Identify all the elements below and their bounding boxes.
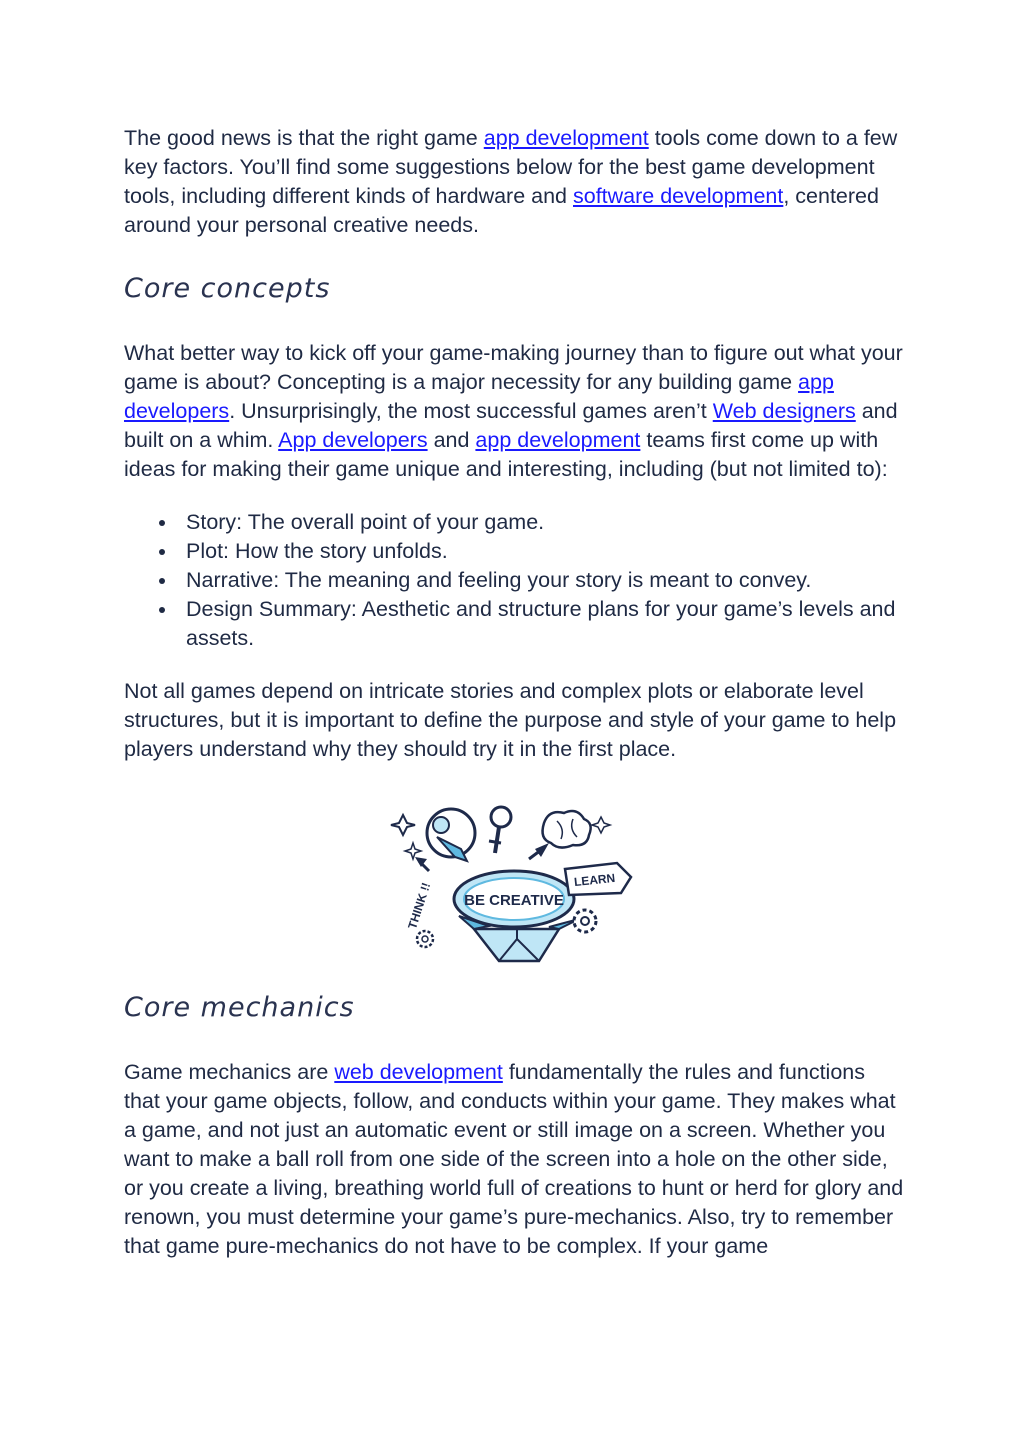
link-software-development[interactable]: software development — [573, 184, 784, 208]
learn-banner-icon — [565, 863, 631, 895]
lightbulb-icon — [427, 809, 475, 861]
be-creative-illustration — [124, 801, 904, 971]
intro-text-3: , centered around your personal creative needs. — [124, 184, 879, 237]
intro-text-1: The good news is that the right game — [124, 126, 484, 150]
mechanics-paragraph — [124, 1058, 904, 1261]
heading-core-mechanics: Core mechanics — [124, 992, 355, 1023]
link-app-development-2[interactable]: app development — [475, 428, 641, 452]
magnifier-icon — [489, 807, 511, 853]
concepts-text-2: . Unsurprisingly, the most successful games aren’t — [229, 399, 713, 423]
intro-paragraph — [124, 124, 904, 240]
list-item: Narrative: The meaning and feeling your story is meant to convey. — [186, 566, 904, 595]
link-web-designers[interactable]: Web designers — [712, 399, 856, 423]
think-label: THINK !! — [405, 880, 434, 931]
concepts-text-1: What better way to kick off your game-making journey than to figure out what your game is about? Concepting is a major necessity for any building game — [124, 341, 903, 394]
concepts-paragraph — [124, 339, 904, 484]
mechanics-text-1: Game mechanics are — [124, 1060, 335, 1084]
be-creative-drawing — [389, 801, 639, 971]
be-creative-label: BE CREATIVE — [464, 892, 564, 909]
brain-icon — [543, 811, 591, 848]
speech-bubble-icon — [454, 871, 574, 927]
learn-label: LEARN — [573, 870, 616, 890]
concepts-text-4: and — [427, 428, 476, 452]
list-item: Story: The overall point of your game. — [186, 508, 904, 537]
mechanics-text-2: fundamentally the rules and functions that your game objects, follow, and conducts within your game. They makes what a game, and not just an automatic event or still image on a screen. Whether you want to make a ball roll from one side of the screen into a hole on the other side, or you create a living, breathing world full of creations to hunt or herd for glory and renown, you must determine your game’s pure-mechanics. Also, try to remember that game pure-mechanics do not have to be complex. If your game — [124, 1060, 904, 1258]
link-web-development[interactable]: web development — [334, 1060, 503, 1084]
concepts-text-3: and built on a whim. — [124, 399, 898, 452]
heading-core-concepts: Core concepts — [124, 273, 331, 304]
link-app-developers-2[interactable]: App developers — [278, 428, 428, 452]
concepts-list — [124, 508, 904, 653]
concepts-text-5: teams first come up with ideas for making their game unique and interesting, including (but not limited to): — [124, 428, 888, 481]
list-item: Design Summary: Aesthetic and structure plans for your game’s levels and assets. — [186, 595, 904, 653]
link-app-developers[interactable]: app developers — [124, 370, 834, 423]
document-page — [124, 124, 904, 1261]
list-item: Plot: How the story unfolds. — [186, 537, 904, 566]
purpose-paragraph: Not all games depend on intricate stories and complex plots or elaborate level structures, but it is important to define the purpose and style of your game to help players understand why they should try it in the first place. — [124, 679, 897, 761]
link-app-development[interactable]: app development — [483, 126, 649, 150]
intro-text-2: tools come down to a few key factors. You’ll find some suggestions below for the best game development tools, including different kinds of hardware and — [124, 126, 898, 208]
